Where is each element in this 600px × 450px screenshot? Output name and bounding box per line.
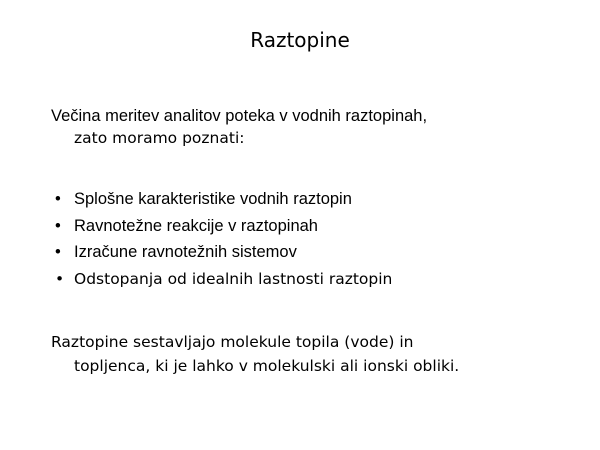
bullet-list: [51, 186, 571, 292]
closing-line-1: Raztopine sestavljajo molekule topila (vode) in: [51, 333, 414, 351]
slide-title: Raztopine: [250, 28, 350, 52]
bullet-icon: •: [55, 190, 61, 208]
closing-line-2: topljenca, ki je lahko v molekulski ali ionski obliki.: [74, 357, 460, 375]
bullet-icon: •: [55, 269, 65, 288]
bullet-item: [51, 213, 571, 240]
bullet-item: [51, 186, 571, 213]
closing-paragraph: [51, 330, 571, 378]
bullet-item: [51, 239, 571, 266]
bullet-icon: •: [55, 216, 61, 235]
bullet-text: Izračune ravnotežnih sistemov: [74, 243, 297, 261]
bullet-text: Splošne karakteristike vodnih raztopin: [74, 190, 352, 208]
intro-line-1: Večina meritev analitov poteka v vodnih raztopinah,: [51, 107, 428, 125]
bullet-text: Odstopanja od idealnih lastnosti raztopin: [74, 269, 393, 288]
intro-paragraph: [51, 105, 571, 149]
bullet-item: [51, 266, 571, 293]
intro-line-2: zato moramo poznati:: [74, 129, 245, 147]
bullet-text: Ravnotežne reakcije v raztopinah: [74, 216, 318, 235]
bullet-icon: •: [55, 243, 61, 261]
